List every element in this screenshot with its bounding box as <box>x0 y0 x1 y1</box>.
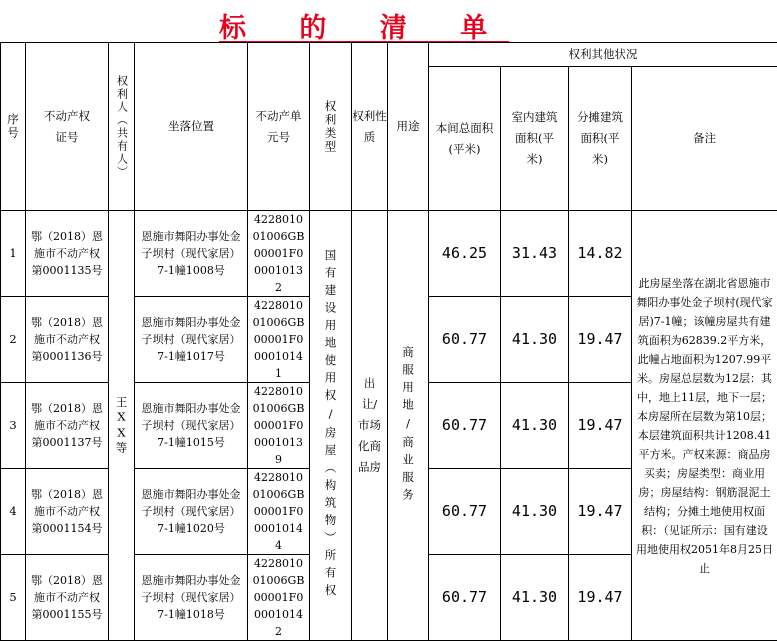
row-total-area: 46.25 <box>429 211 501 297</box>
nature-cell: 出让/市场化商品房 <box>352 211 388 641</box>
table-row <box>1 211 777 297</box>
row-indoor-area: 41.30 <box>501 297 569 383</box>
header-nature: 权利性质 <box>352 43 388 211</box>
header-cert: 不动产权证号 <box>26 43 109 211</box>
row-seq: 1 <box>1 211 26 297</box>
row-indoor-area: 41.30 <box>501 555 569 641</box>
row-unit: 422801001006GB00001F000010139 <box>248 383 310 469</box>
row-seq: 4 <box>1 469 26 555</box>
row-seq: 3 <box>1 383 26 469</box>
document-title: 标 的 清 单 <box>219 6 409 40</box>
row-location: 恩施市舞阳办事处金子坝村（现代家居）7-1幢1018号 <box>135 555 248 641</box>
header-unit: 不动产单元号 <box>248 43 310 211</box>
row-seq: 2 <box>1 297 26 383</box>
row-unit: 422801001006GB00001F000010141 <box>248 297 310 383</box>
row-cert: 鄂（2018）恩施市不动产权第0001135号 <box>26 211 109 297</box>
header-location: 坐落位置 <box>135 43 248 211</box>
row-shared-area: 19.47 <box>569 297 632 383</box>
header-indoor-area: 室内建筑面积(平米) <box>501 67 569 211</box>
row-location: 恩施市舞阳办事处金子坝村（现代家居）7-1幢1017号 <box>135 297 248 383</box>
rtype-cell: 国有建设用地使用权/房屋（构筑物）所有权 <box>310 211 352 641</box>
row-shared-area: 19.47 <box>569 383 632 469</box>
remark-cell: 此房屋坐落在湖北省恩施市舞阳办事处金子坝村(现代家居)7-1幢；该幢房屋共有建筑面积为62839.2平方米，此幢占地面积为1207.99平米。房屋总层数为12层：其中，地上11层，地下一层；本房屋所在层数为第10层；本层建筑面积共计1208.41平方米。产权来源：商品房买卖；房屋类型：商业用房；房屋结构：钢筋混泥土结构；分摊土地使用权面积：（见证所示：国有建设用地使用权2051年8月25日止 <box>632 211 777 641</box>
row-location: 恩施市舞阳办事处金子坝村（现代家居）7-1幢1008号 <box>135 211 248 297</box>
row-shared-area: 14.82 <box>569 211 632 297</box>
row-indoor-area: 41.30 <box>501 469 569 555</box>
row-unit: 422801001006GB00001F000010144 <box>248 469 310 555</box>
owner-cell: 王XX等 <box>109 211 135 641</box>
header-owner: 权利人（共有人） <box>109 43 135 211</box>
row-unit: 422801001006GB00001F000010142 <box>248 555 310 641</box>
header-usage: 用途 <box>388 43 429 211</box>
row-seq: 5 <box>1 555 26 641</box>
asset-list-table <box>0 42 777 641</box>
header-rtype: 权利类型 <box>310 43 352 211</box>
row-cert: 鄂（2018）恩施市不动产权第0001155号 <box>26 555 109 641</box>
row-indoor-area: 41.30 <box>501 383 569 469</box>
row-indoor-area: 31.43 <box>501 211 569 297</box>
row-total-area: 60.77 <box>429 383 501 469</box>
row-cert: 鄂（2018）恩施市不动产权第0001154号 <box>26 469 109 555</box>
row-total-area: 60.77 <box>429 555 501 641</box>
row-shared-area: 19.47 <box>569 555 632 641</box>
header-seq: 序号 <box>1 43 26 211</box>
row-total-area: 60.77 <box>429 297 501 383</box>
header-other-status: 权利其他状况 <box>429 43 777 67</box>
usage-cell: 商服用地/商业服务 <box>388 211 429 641</box>
header-remark: 备注 <box>632 67 777 211</box>
row-location: 恩施市舞阳办事处金子坝村（现代家居）7-1幢1015号 <box>135 383 248 469</box>
row-cert: 鄂（2018）恩施市不动产权第0001137号 <box>26 383 109 469</box>
row-location: 恩施市舞阳办事处金子坝村（现代家居）7-1幢1020号 <box>135 469 248 555</box>
row-unit: 422801001006GB00001F000010132 <box>248 211 310 297</box>
row-cert: 鄂（2018）恩施市不动产权第0001136号 <box>26 297 109 383</box>
header-shared-area: 分摊建筑面积(平米) <box>569 67 632 211</box>
row-shared-area: 19.47 <box>569 469 632 555</box>
header-total-area: 本间总面积(平米) <box>429 67 501 211</box>
row-total-area: 60.77 <box>429 469 501 555</box>
